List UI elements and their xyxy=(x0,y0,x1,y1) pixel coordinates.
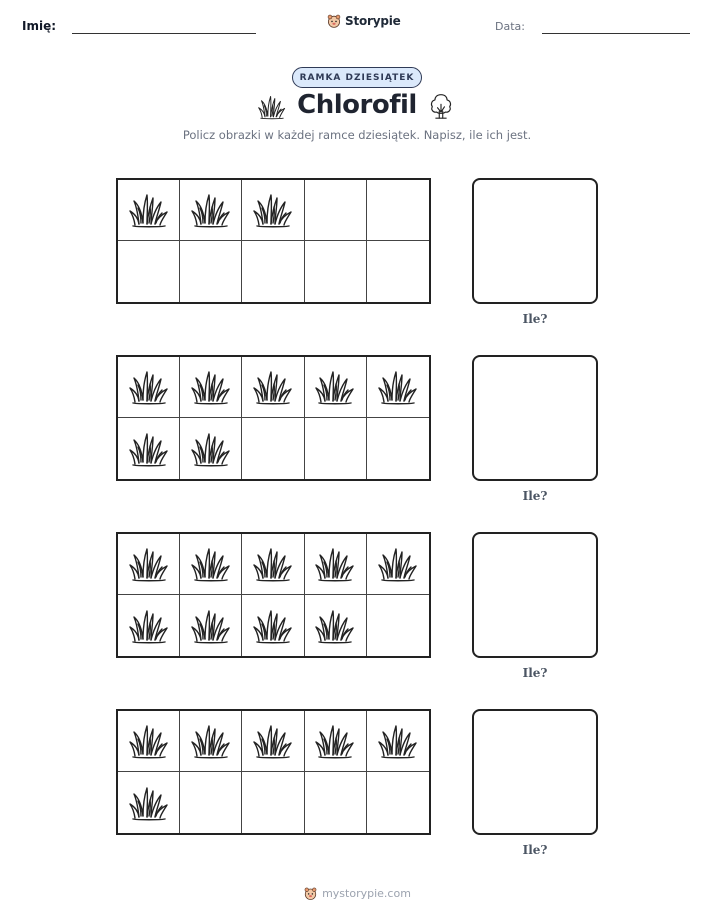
footer xyxy=(0,886,714,901)
ten-frame-cell xyxy=(367,534,429,595)
ten-frame-cell xyxy=(305,772,367,833)
mascot-icon xyxy=(303,886,318,901)
ten-frame-cell xyxy=(180,711,242,772)
brand-name: Storypie xyxy=(345,14,401,28)
ten-frame-cell xyxy=(180,180,242,241)
ten-frame-cell xyxy=(367,595,429,656)
ten-frame-cell xyxy=(242,772,304,833)
grass-icon xyxy=(191,606,231,646)
ten-frame-cell xyxy=(118,772,180,833)
ten-frame-cell xyxy=(242,241,304,302)
answer-prompt: Ile? xyxy=(522,489,548,503)
answer-box[interactable] xyxy=(472,355,598,481)
ten-frame-cell xyxy=(367,418,429,479)
answer-box[interactable] xyxy=(472,709,598,835)
grass-icon xyxy=(253,190,293,230)
grass-icon xyxy=(129,606,169,646)
ten-frame-cell xyxy=(118,180,180,241)
ten-frame-cell xyxy=(367,711,429,772)
ten-frame-cell xyxy=(180,534,242,595)
tree-icon xyxy=(428,92,454,120)
ten-frame xyxy=(116,178,431,304)
footer-url: mystorypie.com xyxy=(322,887,411,900)
ten-frame-cell xyxy=(242,595,304,656)
date-label: Data: xyxy=(495,20,525,33)
grass-icon xyxy=(191,544,231,584)
brand-logo xyxy=(326,13,401,29)
instructions: Policz obrazki w każdej ramce dziesiątek. Napisz, ile ich jest. xyxy=(182,128,532,142)
ten-frame-cell xyxy=(305,357,367,418)
grass-icon xyxy=(191,721,231,761)
ten-frame xyxy=(116,355,431,481)
mascot-icon xyxy=(326,13,342,29)
ten-frame-cell xyxy=(305,595,367,656)
ten-frame-cell xyxy=(180,772,242,833)
grass-icon xyxy=(378,367,418,407)
answer-prompt: Ile? xyxy=(522,312,548,326)
grass-icon xyxy=(129,544,169,584)
grass-icon xyxy=(129,190,169,230)
ten-frame-cell xyxy=(242,711,304,772)
ten-frame-cell xyxy=(242,180,304,241)
grass-icon xyxy=(253,544,293,584)
ten-frame-cell xyxy=(305,180,367,241)
ten-frame-cell xyxy=(118,711,180,772)
ten-frame-cell xyxy=(118,357,180,418)
ten-frame-cell xyxy=(180,418,242,479)
grass-icon xyxy=(253,721,293,761)
ten-frame-cell xyxy=(118,595,180,656)
grass-icon xyxy=(129,783,169,823)
grass-icon xyxy=(253,367,293,407)
grass-icon xyxy=(129,367,169,407)
grass-icon xyxy=(191,190,231,230)
ten-frame-cell xyxy=(305,711,367,772)
page-title: Chlorofil xyxy=(297,90,417,120)
grass-icon xyxy=(191,367,231,407)
date-line xyxy=(542,33,690,34)
name-label: Imię: xyxy=(22,19,57,33)
category-badge: RAMKA DZIESIĄTEK xyxy=(292,67,422,88)
ten-frame xyxy=(116,709,431,835)
ten-frame-cell xyxy=(367,772,429,833)
grass-icon xyxy=(378,544,418,584)
ten-frame-cell xyxy=(242,534,304,595)
ten-frame-cell xyxy=(180,595,242,656)
ten-frame-cell xyxy=(118,418,180,479)
grass-icon xyxy=(253,606,293,646)
ten-frame-cell xyxy=(180,241,242,302)
ten-frame-cell xyxy=(180,357,242,418)
ten-frame-cell xyxy=(118,241,180,302)
grass-icon xyxy=(191,429,231,469)
grass-icon xyxy=(129,721,169,761)
ten-frame xyxy=(116,532,431,658)
grass-icon xyxy=(315,606,355,646)
ten-frame-cell xyxy=(305,534,367,595)
grass-icon xyxy=(378,721,418,761)
answer-prompt: Ile? xyxy=(522,843,548,857)
grass-icon xyxy=(129,429,169,469)
ten-frame-cell xyxy=(305,418,367,479)
ten-frame-cell xyxy=(242,357,304,418)
grass-icon xyxy=(315,721,355,761)
ten-frame-cell xyxy=(118,534,180,595)
ten-frame-cell xyxy=(305,241,367,302)
ten-frame-cell xyxy=(367,357,429,418)
name-line xyxy=(72,33,256,34)
grass-icon xyxy=(315,367,355,407)
grass-icon xyxy=(315,544,355,584)
answer-box[interactable] xyxy=(472,532,598,658)
answer-prompt: Ile? xyxy=(522,666,548,680)
answer-box[interactable] xyxy=(472,178,598,304)
ten-frame-cell xyxy=(367,180,429,241)
ten-frame-cell xyxy=(242,418,304,479)
ten-frame-cell xyxy=(367,241,429,302)
